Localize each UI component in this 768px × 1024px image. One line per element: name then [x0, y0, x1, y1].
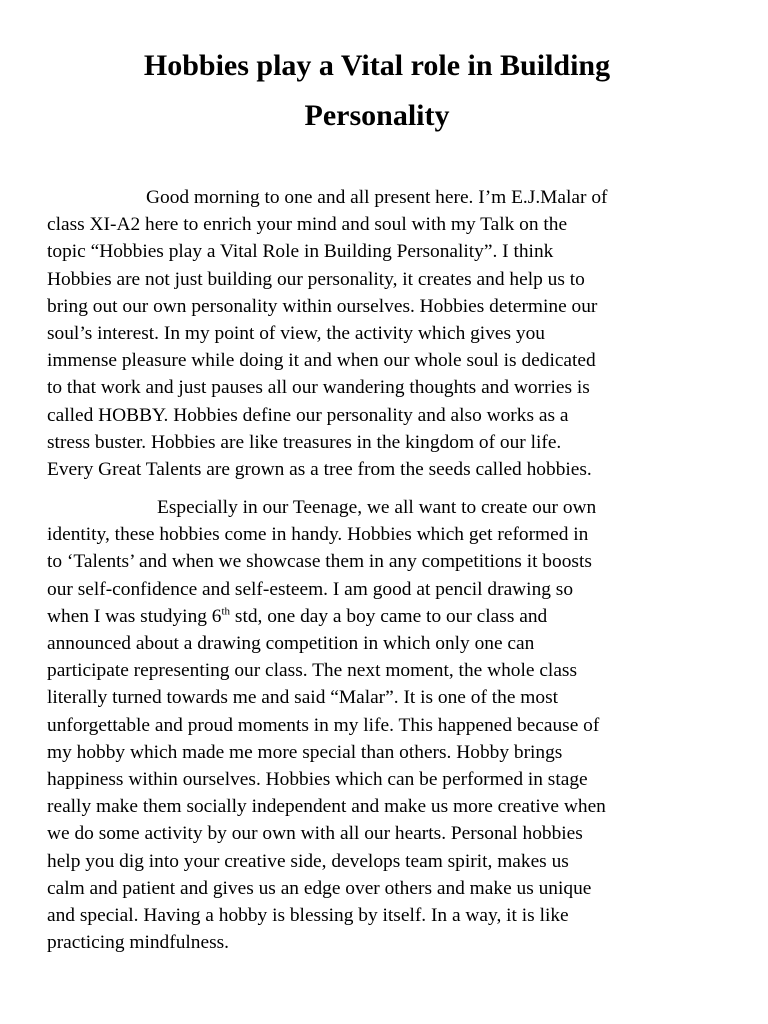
paragraph-1 — [47, 184, 729, 483]
line-text-after-superscript: std, one day a boy came to our class and — [230, 605, 548, 627]
paragraph-1-line: Every Great Talents are grown as a tree from the seeds called hobbies. — [47, 459, 592, 481]
paragraph-2-line: we do some activity by our own with all our hearts. Personal hobbies — [47, 823, 583, 845]
paragraph-2-line: and special. Having a hobby is blessing by itself. In a way, it is like — [47, 905, 569, 927]
paragraph-1-line: topic “Hobbies play a Vital Role in Building Personality”. I think — [47, 241, 554, 263]
paragraph-2-line: my hobby which made me more special than others. Hobby brings — [47, 741, 563, 763]
paragraph-2-line: help you dig into your creative side, develops team spirit, makes us — [47, 850, 569, 872]
paragraph-1-line: to that work and just pauses all our wandering thoughts and worries is — [47, 377, 590, 399]
paragraph-2-line: Especially in our Teenage, we all want to create our own — [157, 497, 597, 518]
paragraph-2 — [47, 494, 729, 956]
document-title-line-1: Hobbies play a Vital role in Building — [143, 49, 611, 82]
paragraph-2-line: practicing mindfulness. — [47, 932, 230, 954]
paragraph-1-line: stress buster. Hobbies are like treasures in the kingdom of our life. — [47, 431, 562, 453]
paragraph-2-line: calm and patient and gives us an edge over others and make us unique — [47, 877, 592, 899]
paragraph-2-line: identity, these hobbies come in handy. Hobbies which get reformed in — [47, 524, 589, 546]
paragraph-2-line: happiness within ourselves. Hobbies which can be performed in stage — [47, 769, 588, 791]
paragraph-2-line: really make them socially independent and make us more creative when — [47, 796, 606, 818]
paragraph-1-line: class XI-A2 here to enrich your mind and soul with my Talk on the — [47, 214, 568, 236]
paragraph-1-line: called HOBBY. Hobbies define our personality and also works as a — [47, 404, 569, 426]
ordinal-superscript: th — [221, 605, 231, 618]
paragraph-2-line-with-superscript — [47, 603, 729, 630]
paragraph-2-line: participate representing our class. The next moment, the whole class — [47, 660, 578, 682]
paragraph-2-line: announced about a drawing competition in which only one can — [47, 633, 535, 655]
line-text-before-superscript: when I was studying 6 — [47, 605, 222, 627]
paragraph-2-line: our self-confidence and self-esteem. I am good at pencil drawing so — [47, 578, 574, 600]
paragraph-2-line: unforgettable and proud moments in my life. This happened because of — [47, 714, 600, 736]
document-title-line-2: Personality — [304, 99, 450, 132]
paragraph-2-line: literally turned towards me and said “Malar”. It is one of the most — [47, 687, 559, 709]
paragraph-1-line: Hobbies are not just building our personality, it creates and help us to — [47, 268, 585, 290]
paragraph-1-line: bring out our own personality within ourselves. Hobbies determine our — [47, 295, 598, 317]
paragraph-2-line: to ‘Talents’ and when we showcase them in any competitions it boosts — [47, 551, 592, 573]
paragraph-1-line: Good morning to one and all present here. I’m E.J.Malar of — [146, 187, 608, 208]
paragraph-1-line: soul’s interest. In my point of view, the activity which gives you — [47, 323, 545, 345]
paragraph-1-line: immense pleasure while doing it and when our whole soul is dedicated — [47, 350, 596, 372]
